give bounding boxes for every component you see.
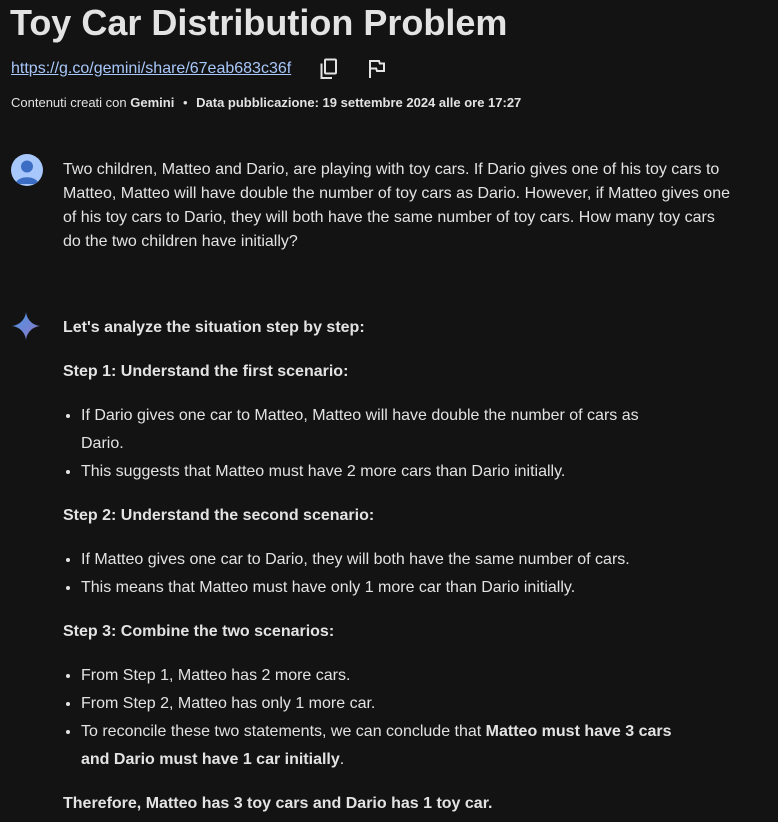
publication-date: Data pubblicazione: 19 settembre 2024 alle ore 17:27 [196,95,522,110]
step2-list [63,546,683,602]
step1-heading: Step 1: Understand the first scenario: [63,363,349,380]
reconcile-conclusion: Matteo must have 3 cars and Dario must have 1 car initially [81,723,672,768]
list-item: • This means that Matteo must have only 1 more car than Dario initially. [81,574,683,602]
created-with-brand: Gemini [130,95,175,110]
flag-icon[interactable] [365,57,389,81]
list-item: • This suggests that Matteo must have 2 more cars than Dario initially. [81,458,683,486]
list-item: • From Step 2, Matteo has only 1 more car. [81,690,683,718]
list-item [81,718,683,774]
share-row [11,58,389,80]
gemini-spark-icon [10,310,42,342]
step3-list [63,662,683,774]
reconcile-text: To reconcile these two statements, we can conclude that [81,723,486,740]
step1-list [63,402,683,486]
response-intro: Let's analyze the situation step by step: [63,319,365,336]
step2-heading: Step 2: Understand the second scenario: [63,507,375,524]
copy-icon[interactable] [317,57,341,81]
list-item: • If Matteo gives one car to Dario, they will both have the same number of cars. [81,546,683,574]
list-item: • If Dario gives one car to Matteo, Matteo will have double the number of cars as Dario. [81,402,683,458]
publication-meta [11,95,521,110]
step3-heading: Step 3: Combine the two scenarios: [63,623,335,640]
reconcile-suffix: . [339,751,345,768]
meta-separator: • [182,95,188,110]
user-avatar-icon [11,154,43,186]
response-conclusion: Therefore, Matteo has 3 toy cars and Dario has 1 toy car. [63,795,493,812]
created-with-label: Contenuti creati con [11,95,127,110]
model-response [63,314,683,818]
page-title: Toy Car Distribution Problem [10,2,508,43]
user-prompt: Two children, Matteo and Dario, are playing with toy cars. If Dario gives one of his toy cars to Matteo, Matteo will have double the number of toy cars as Dario. However, if Matteo gives one of his toy cars to Dario, they will both have the same number of toy cars. How many toy cars do the two children have initially? [63,161,730,250]
share-link[interactable]: https://g.co/gemini/share/67eab683c36f [11,60,292,77]
list-item: • From Step 1, Matteo has 2 more cars. [81,662,683,690]
